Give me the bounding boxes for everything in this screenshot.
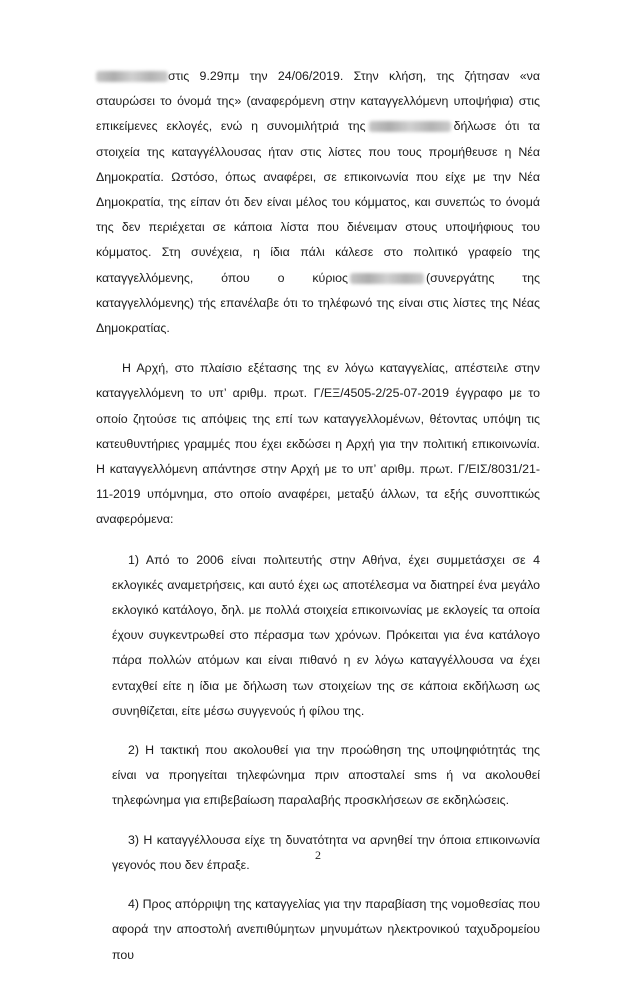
text-segment: 1) Από το 2006 είναι πολιτευτής στην Αθήνα, έχει συμμετάσχει σε 4 εκλογικές αναμετρήσεις, και αυτό έχει ως αποτέλεσμα να διατηρεί ένα μεγάλο εκλογικό κατάλογο, δηλ. με πολλά στοιχεία επικοινωνίας με εκλογείς τα οποία έχουν συγκεντρωθεί στο πέρασμα των χρόνων. Πρόκειται για ένα κατάλογο πάρα πολλών ατόμων και είναι πιθανό η εν λόγω καταγγέλλουσα να έχει ενταχθεί είτε η ίδια με δήλωση των στοιχείων της σε κάποια εκδήλωση ως συνηθίζεται, είτε μέσω συγγενούς ή φίλου της.	[112, 552, 540, 718]
text-segment: δήλωσε ότι τα στοιχεία της καταγγέλλουσας ήταν στις λίστες που τους προμήθευσε η Νέα Δημοκρατία. Ωστόσο, όπως αναφέρει, σε επικοινωνία που είχε με την Νέα Δημοκρατία, της είπαν ότι δεν είναι μέλος του κόμματος, και συνεπώς το όνομά της δεν περιέχεται σε κάποια λίστα που διένειμαν στους υποψήφιους του κόμματος. Στη συνέχεια, η ίδια πάλι κάλεσε στο πολιτικό γραφείο της καταγγελλόμενης, όπου ο κύριος	[96, 119, 540, 285]
text-segment: 2) Η τακτική που ακολουθεί για την προώθηση της υποψηφιότητάς της είναι να προηγείται τηλεφώνημα πριν αποσταλεί sms ή να ακολουθεί τηλεφώνημα για επιβεβαίωση παραλαβής προσκλήσεων σε εκδηλώσεις.	[112, 743, 540, 808]
text-segment: (συνεργάτης της καταγγελλόμενης) τής επανέλαβε ότι το τηλέφωνό της είναι στις λίστες της Νέας Δημοκρατίας.	[96, 270, 540, 336]
document-body	[96, 64, 540, 982]
text-segment: Η Αρχή, στο πλαίσιο εξέτασης της εν λόγω καταγγελίας, απέστειλε στην καταγγελλόμενη το υπ’ αριθμ. πρωτ. Γ/ΕΞ/4505-2/25-07-2019 έγγραφο με το οποίο ζητούσε τις απόψεις της επί των καταγγελλομένων, θέτοντας υπόψη τις κατευθυντήριες γραμμές που έχει εκδώσει η Αρχή για την πολιτική επικοινωνία. Η καταγγελλόμενη απάντησε στην Αρχή με το υπ’ αριθμ. πρωτ. Γ/ΕΙΣ/8031/21-11-2019 υπόμνημα, στο οποίο αναφέρει, μεταξύ άλλων, τα εξής συνοπτικώς αναφερόμενα:	[96, 361, 540, 527]
redacted-name-block	[369, 121, 451, 132]
text-segment: στις 9.29πμ την 24/06/2019. Στην κλήση, της ζήτησαν «να σταυρώσει το όνομά της» (αναφερόμενη στην καταγγελλόμενη υποψήφια) στις επικείμενες εκλογές, ενώ η συνομιλήτριά της	[96, 69, 540, 134]
paragraph-authority-inquiry	[96, 356, 540, 532]
page-number: 2	[315, 848, 321, 862]
list-item-2	[112, 738, 540, 814]
text-segment: 4) Προς απόρριψη της καταγγελίας για την παραβίαση της νομοθεσίας που αφορά την αποστολή ανεπιθύμητων μηνυμάτων ηλεκτρονικού ταχυδρομείου που	[112, 897, 540, 962]
redacted-name-block	[350, 273, 424, 284]
paragraph-complaint-details	[96, 64, 540, 341]
redacted-name-block	[96, 71, 168, 82]
list-item-1	[112, 548, 540, 724]
text-segment: 3) Η καταγγέλλουσα είχε τη δυνατότητα να αρνηθεί την όποια επικοινωνία γεγονός που δεν έπραξε.	[112, 832, 540, 872]
list-item-4	[112, 892, 540, 968]
